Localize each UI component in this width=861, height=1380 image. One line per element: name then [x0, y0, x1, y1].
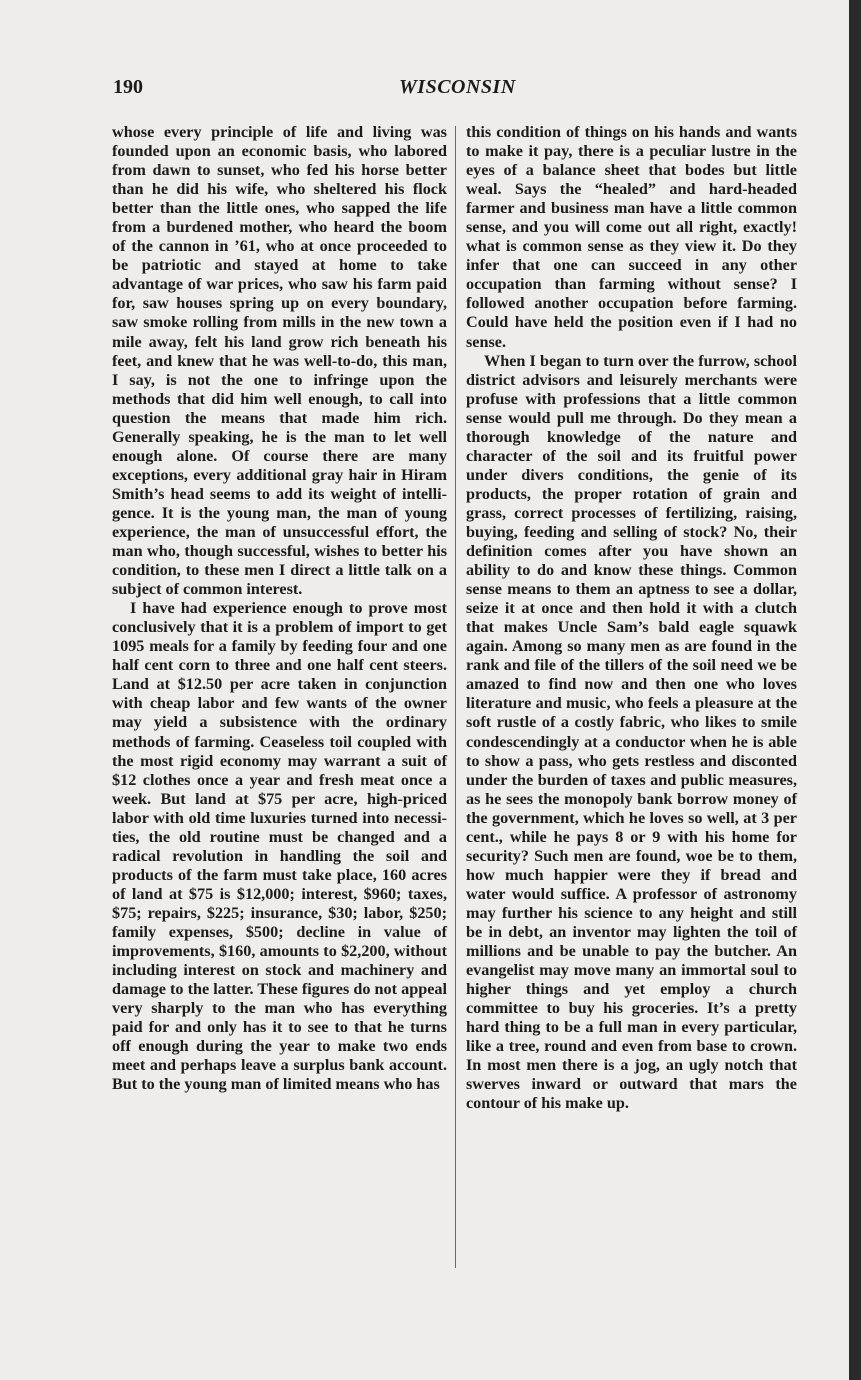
page-header: [113, 76, 798, 106]
page-edge: [849, 0, 861, 1380]
paragraph: this condition of things on his hands and wants to make it pay, there is a peculiar lustre in the eyes of a balance sheet that bodes but little weal. Says the “healed” and hard-headed farmer and business man have a little common sense, and you will come out all right, exactly! what is common sense as they view it. Do they infer that one can succeed in any other occupation than farming without sense? I followed another occupation before farming. Could have held the position even if I had no sense.: [466, 123, 797, 351]
right-column: [466, 123, 797, 1113]
left-column: [112, 123, 447, 1094]
paragraph: When I began to turn over the furrow, school district advisors and leisurely merchants were profuse with professions that a little common sense would pull me through. Do they mean a thorough knowledge of the nature and character of the soil and its fruitful power under divers conditions, the genie of its products, the proper rotation of grain and grass, correct processes of fertilizing, raising, buying, feeding and selling of stock? No, their definition comes after you have shown an ability to do and know these things. Common sense means to them an aptness to see a dollar, seize it at once and then hold it with a clutch that makes Uncle Sam’s bald eagle squawk again. Among so many men as are found in the rank and file of the tillers of the soil need we be amazed to find now and then one who loves literature and music, who feels a pleasure at the soft rustle of a costly fabric, who likes to smile condescendingly at a conductor when he is able to show a pass, who gets restless and disconted under the burden of taxes and public measures, as he sees the monopoly bank borrow money of the government, which he loves so well, at 3 per cent., while he pays 8 or 9 with his home for security? Such men are found, woe be to them, how much happier were they if bread and water would suffice. A professor of astronomy may further his science to any height and still be in debt, an inventor may lighten the toil of millions and be unable to pay the butcher. An evangelist may move many an immortal soul to higher things and yet employ a church committee to buy his groceries. It’s a pretty hard thing to be a full man in every particular, like a tree, round and even from base to crown. In most men there is a jog, an ugly notch that swerves inward or outward that mars the contour of his make up.: [466, 351, 797, 1113]
paragraph: I have had experience enough to prove most conclusively that it is a problem of import to get 1095 meals for a family by feeding four and one half cent corn to three and one half cent steers. Land at $12.50 per acre taken in conjunction with cheap labor and few wants of the owner may yield a subsistence with the ordinary methods of farming. Ceaseless toil coupled with the most rigid economy may warrant a suit of $12 clothes once a year and fresh meat once a week. But land at $75 per acre, high-priced labor with old time luxuries turned into necessities, the old routine must be changed and a radical revolution in handling the soil and products of the farm must take place, 160 acres of land at $75 is $12,000; interest, $960; taxes, $75; repairs, $225; insurance, $30; labor, $250; family expenses, $500; decline in value of improvements, $160, amounts to $2,200, without including interest on stock and machinery and damage to the latter. These figures do not appeal very sharply to the man who has everything paid for and only has it to see to that he turns off enough during the year to make two ends meet and perhaps leave a surplus bank account. But to the young man of limited means who has: [112, 599, 447, 1094]
paragraph: whose every principle of life and living was founded upon an economic basis, who labored from dawn to sunset, who fed his horse better than he did his wife, who sheltered his flock better than the little ones, who sapped the life from a burdened mother, who heard the boom of the cannon in ’61, who at once proceeded to be patriotic and stayed at home to take advantage of war prices, who saw his farm paid for, saw houses spring up on every boundary, saw smoke rolling from mills in the new town a mile away, felt his land grow rich beneath his feet, and knew that he was well-to-do, this man, I say, is not the one to infringe upon the methods that did him well enough, to call into question the means that made him rich. Generally speaking, he is the man to let well enough alone. Of course there are many exceptions, every additional gray hair in Hiram Smith’s head seems to add its weight of intelligence. It is the young man, the man of young experience, the man of unsuccessful effort, the man who, though successful, wishes to better his condition, to these men I direct a little talk on a subject of common interest.: [112, 123, 447, 599]
page-number: 190: [113, 76, 143, 98]
column-divider: [455, 126, 456, 1268]
running-head: WISCONSIN: [399, 76, 516, 98]
